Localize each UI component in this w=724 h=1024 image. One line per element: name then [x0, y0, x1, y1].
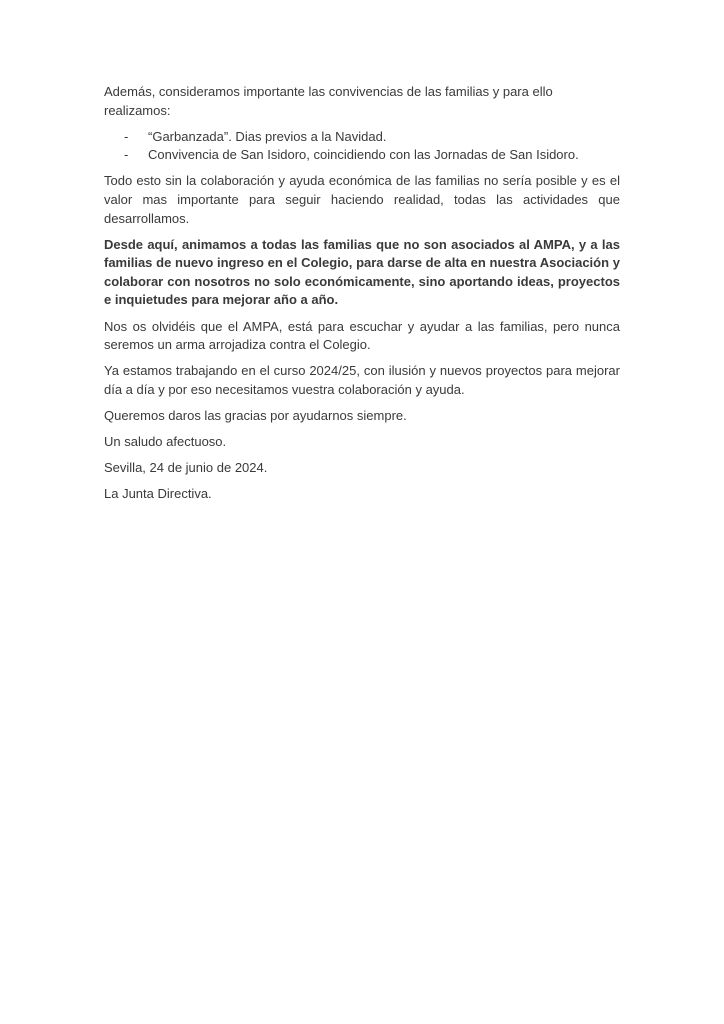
paragraph-greeting: Un saludo afectuoso.: [104, 434, 227, 449]
paragraph-course: Ya estamos trabajando en el curso 2024/25, con ilusión y nuevos proyectos para mejorar día a día y por eso necesitamos vuestra colaboración y ayuda.: [104, 363, 620, 397]
list-item-text: Convivencia de San Isidoro, coincidiendo con las Jornadas de San Isidoro.: [148, 147, 579, 163]
list-item: [124, 146, 620, 165]
signature: La Junta Directiva.: [104, 486, 212, 502]
bullet-marker: -: [124, 128, 129, 144]
paragraph-place-date: Sevilla, 24 de junio de 2024.: [104, 460, 268, 476]
bullet-marker: -: [124, 147, 129, 163]
paragraph-intro: Además, consideramos importante las convivencias de las familias y para ello realizamos:: [104, 84, 553, 118]
paragraph-collaboration: Todo esto sin la colaboración y ayuda económica de las familias no sería posible y es el valor mas importante para seguir haciendo realidad, todas las actividades que desarrollamos.: [104, 173, 620, 226]
paragraph-listen: Nos os olvidéis que el AMPA, está para escuchar y ayudar a las familias, pero nunca seremos un arma arrojadiza contra el Colegio.: [104, 318, 620, 353]
bullet-list: [104, 128, 620, 165]
list-item: [124, 128, 620, 147]
list-item-text: “Garbanzada”. Dias previos a la Navidad.: [148, 128, 387, 144]
paragraph-invitation-bold: Desde aquí, animamos a todas las familias que no son asociados al AMPA, y a las familias de nuevo ingreso en el Colegio, para darse de alta en nuestra Asociación y colaborar con nosotros no solo económicamente, sino aportando ideas, proyectos e inquietudes para mejorar año a año.: [104, 236, 620, 308]
paragraph-thanks: Queremos daros las gracias por ayudarnos siempre.: [104, 407, 407, 423]
